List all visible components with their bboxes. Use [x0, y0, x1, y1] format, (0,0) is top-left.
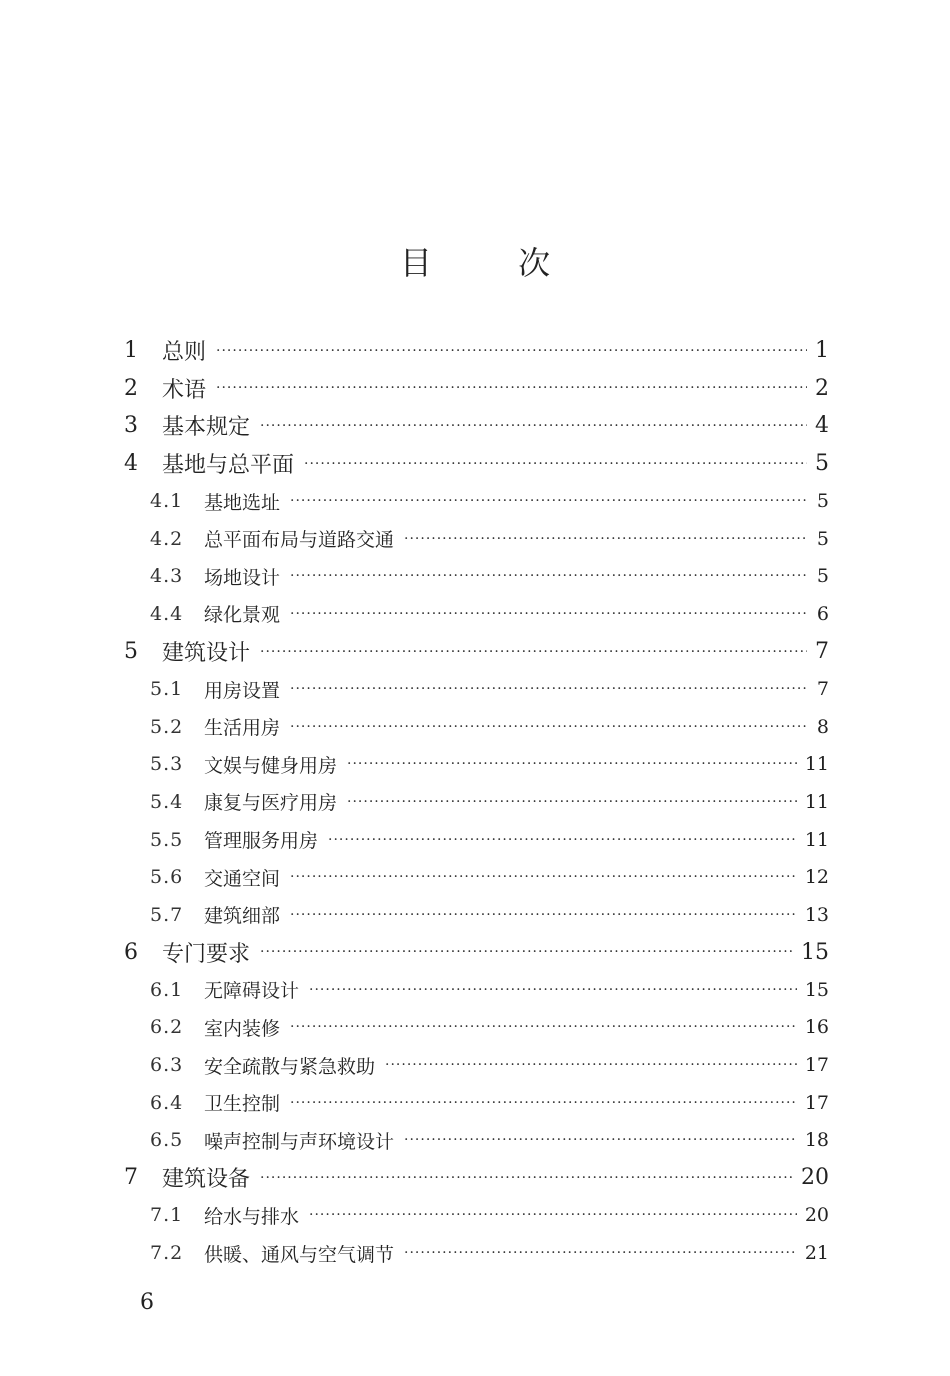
toc-entry-number: 1: [124, 338, 138, 364]
toc-entry-page: 20: [801, 1165, 829, 1191]
dot-leader: [290, 907, 797, 923]
toc-entry-page: 11: [804, 828, 829, 851]
toc-entry-number: 5.3: [150, 753, 184, 776]
toc-entry-label: 用房设置: [204, 679, 281, 702]
toc-entry-label: 给水与排水: [204, 1205, 300, 1228]
toc-entry-page: 8: [816, 715, 829, 738]
dot-leader: [290, 719, 807, 735]
toc-entry-label: 建筑设计: [162, 641, 251, 667]
toc-entry-page: 12: [804, 866, 829, 889]
toc-entry-label: 文娱与健身用房: [204, 754, 338, 777]
toc-section-entry[interactable]: [124, 1046, 829, 1084]
toc-entry-label: 总平面布局与道路交通: [204, 529, 395, 552]
dot-leader: [260, 1170, 793, 1186]
toc-entry-label: 卫生控制: [204, 1093, 281, 1116]
dot-leader: [404, 531, 807, 547]
toc-section-entry[interactable]: [124, 783, 829, 821]
toc-entry-page: 18: [804, 1129, 829, 1152]
dot-leader: [290, 1095, 797, 1111]
toc-section-entry[interactable]: [124, 558, 829, 596]
toc-entry-number: 4: [124, 451, 138, 477]
dot-leader: [385, 1057, 797, 1073]
toc-entry-number: 4.3: [150, 565, 184, 588]
dot-leader: [304, 456, 807, 472]
toc-section-entry[interactable]: [124, 1121, 829, 1159]
toc-section-entry[interactable]: [124, 708, 829, 746]
dot-leader: [290, 493, 807, 509]
toc-entry-page: 16: [804, 1016, 829, 1039]
toc-entry-number: 7.1: [150, 1204, 184, 1227]
toc-entry-page: 6: [816, 602, 829, 625]
toc-entry-page: 5: [816, 490, 829, 513]
dot-leader: [216, 343, 807, 359]
toc-entry-page: 20: [804, 1204, 829, 1227]
toc-chapter-entry[interactable]: [124, 332, 829, 370]
toc-entry-number: 5: [124, 639, 138, 665]
dot-leader: [347, 794, 797, 810]
toc-entry-page: 5: [816, 527, 829, 550]
toc-chapter-entry[interactable]: [124, 934, 829, 972]
toc-entry-number: 3: [124, 413, 138, 439]
toc-entry-page: 2: [815, 375, 829, 401]
toc-entry-page: 17: [804, 1091, 829, 1114]
dot-leader: [260, 944, 793, 960]
toc-entry-label: 专门要求: [162, 941, 251, 967]
toc-entry-label: 绿化景观: [204, 604, 281, 627]
toc-entry-page: 7: [815, 639, 829, 665]
toc-section-entry[interactable]: [124, 1084, 829, 1122]
toc-entry-number: 5.1: [150, 678, 184, 701]
toc-entry-label: 生活用房: [204, 717, 281, 740]
toc-entry-label: 建筑细部: [204, 905, 281, 928]
dot-leader: [309, 1207, 797, 1223]
toc-section-entry[interactable]: [124, 1009, 829, 1047]
dot-leader: [309, 982, 797, 998]
toc-entry-page: 13: [804, 903, 829, 926]
toc-entry-number: 2: [124, 375, 138, 401]
toc-entry-number: 7.2: [150, 1242, 184, 1265]
dot-leader: [347, 756, 797, 772]
toc-entry-page: 17: [804, 1054, 829, 1077]
toc-entry-page: 21: [804, 1242, 829, 1265]
toc-entry-number: 6.1: [150, 978, 184, 1001]
toc-title-char-1: 目: [399, 244, 432, 282]
page-number: 6: [140, 1290, 154, 1315]
dot-leader: [290, 568, 807, 584]
toc-chapter-entry[interactable]: [124, 407, 829, 445]
toc-entry-label: 基本规定: [162, 415, 251, 441]
dot-leader: [260, 418, 807, 434]
toc-entry-page: 15: [801, 939, 829, 965]
dot-leader: [260, 644, 807, 660]
toc-chapter-entry[interactable]: [124, 370, 829, 408]
dot-leader: [404, 1245, 797, 1261]
toc-entry-number: 6.2: [150, 1016, 184, 1039]
toc-section-entry[interactable]: [124, 482, 829, 520]
toc-entry-label: 室内装修: [204, 1017, 281, 1040]
dot-leader: [216, 380, 807, 396]
toc-entry-page: 5: [815, 451, 829, 477]
toc-entry-label: 建筑设备: [162, 1167, 251, 1193]
toc-entry-page: 4: [815, 413, 829, 439]
dot-leader: [404, 1132, 797, 1148]
toc-section-entry[interactable]: [124, 971, 829, 1009]
toc-title: [0, 238, 950, 284]
toc-entry-number: 6: [124, 939, 138, 965]
toc-entry-label: 基地与总平面: [162, 453, 295, 479]
toc-entry-page: 1: [815, 338, 829, 364]
dot-leader: [290, 606, 807, 622]
toc-entry-number: 5.4: [150, 790, 184, 813]
toc-section-entry[interactable]: [124, 1197, 829, 1235]
toc-entry-page: 7: [816, 678, 829, 701]
toc-entry-label: 交通空间: [204, 867, 281, 890]
toc-entry-page: 11: [804, 790, 829, 813]
dot-leader: [290, 869, 797, 885]
toc-entry-number: 4.2: [150, 527, 184, 550]
toc-entry-label: 管理服务用房: [204, 830, 319, 853]
toc-entry-number: 6.3: [150, 1054, 184, 1077]
toc-entry-label: 总则: [162, 340, 207, 366]
toc-entry-label: 安全疏散与紧急救助: [204, 1055, 376, 1078]
toc-section-entry[interactable]: [124, 1234, 829, 1272]
toc-entry-page: 5: [816, 565, 829, 588]
toc-entry-page: 15: [804, 978, 829, 1001]
toc-section-entry[interactable]: [124, 595, 829, 633]
toc-entry-number: 4.4: [150, 602, 184, 625]
toc-section-entry[interactable]: [124, 858, 829, 896]
toc-entry-number: 5.7: [150, 903, 184, 926]
dot-leader: [290, 681, 807, 697]
toc-entry-page: 11: [804, 753, 829, 776]
toc-section-entry[interactable]: [124, 896, 829, 934]
toc-entry-label: 场地设计: [204, 566, 281, 589]
toc-entry-label: 基地选址: [204, 491, 281, 514]
toc-entry-number: 6.5: [150, 1129, 184, 1152]
toc-entry-label: 供暖、通风与空气调节: [204, 1243, 395, 1266]
toc-entry-label: 无障碍设计: [204, 980, 300, 1003]
toc-entry-number: 5.2: [150, 715, 184, 738]
toc-section-entry[interactable]: [124, 821, 829, 859]
toc-section-entry[interactable]: [124, 746, 829, 784]
toc-entry-number: 7: [124, 1165, 138, 1191]
toc-section-entry[interactable]: [124, 520, 829, 558]
toc-title-char-2: 次: [518, 244, 551, 282]
toc-section-entry[interactable]: [124, 670, 829, 708]
toc-entry-number: 4.1: [150, 490, 184, 513]
toc-entry-number: 5.6: [150, 866, 184, 889]
toc-chapter-entry[interactable]: [124, 445, 829, 483]
toc-chapter-entry[interactable]: [124, 633, 829, 671]
toc-entry-number: 5.5: [150, 828, 184, 851]
toc-chapter-entry[interactable]: [124, 1159, 829, 1197]
toc-entry-label: 康复与医疗用房: [204, 792, 338, 815]
dot-leader: [290, 1019, 797, 1035]
toc-entry-label: 噪声控制与声环境设计: [204, 1130, 395, 1153]
toc-entry-number: 6.4: [150, 1091, 184, 1114]
dot-leader: [328, 832, 797, 848]
toc-entry-label: 术语: [162, 377, 207, 403]
table-of-contents: [124, 332, 829, 1272]
